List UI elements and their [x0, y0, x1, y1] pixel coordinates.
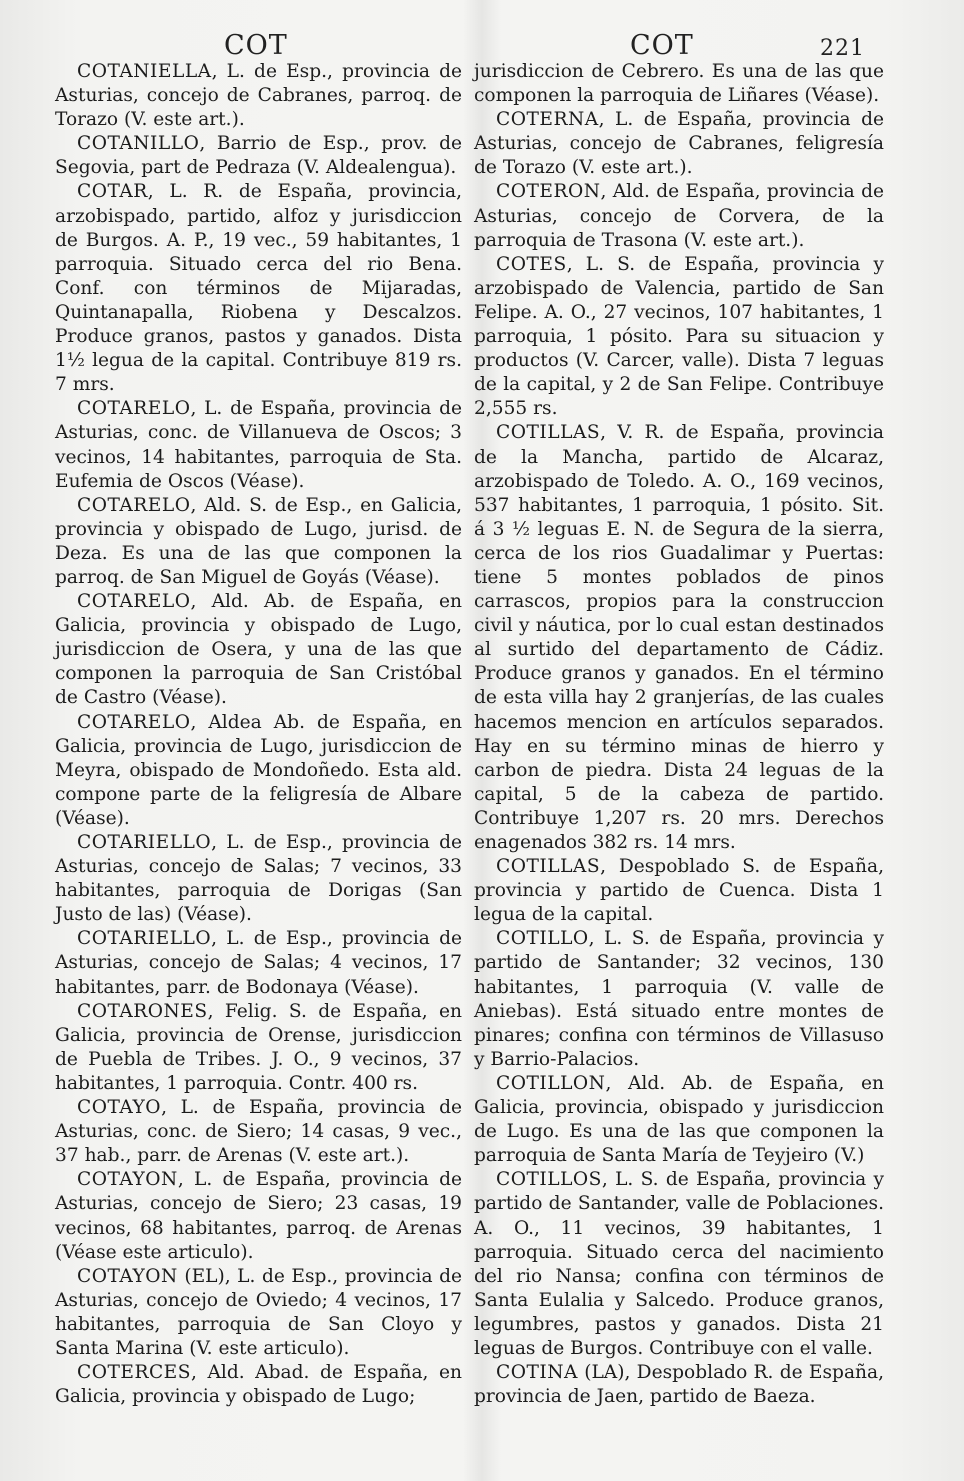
entry-headword: COTILLON	[496, 1072, 606, 1094]
dictionary-entry	[55, 831, 462, 927]
entry-text: , Ald. Ab. de España, en Galicia, provincia, obispado y jurisdiccion de Lugo. Es una de las que componen la parroquia de Santa María de Teyjeiro (V.)	[474, 1072, 884, 1167]
entry-headword: COTAR	[77, 181, 148, 203]
entry-headword: COTARELO	[77, 494, 191, 516]
entry-headword: COTARELO	[77, 591, 191, 613]
dictionary-entry	[55, 180, 462, 397]
entry-headword: COTILLAS	[496, 422, 601, 444]
dictionary-entry	[474, 1168, 884, 1361]
entry-headword: COTERCES	[77, 1362, 191, 1384]
entry-text: , Despoblado S. de España, provincia y partido de Cuenca. Dista 1 legua de la capital.	[474, 856, 884, 926]
dictionary-entry	[474, 60, 884, 108]
entry-headword: COTILLAS	[496, 856, 601, 878]
dictionary-entry	[55, 397, 462, 493]
entry-text: , L. S. de España, provincia y arzobispado de Valencia, partido de San Felipe. A. O., 27 vecinos, 107 habitantes, 1 parroquia, 1 pósito. Para su situacion y productos (V. Carcer, valle). Dista 7 leguas de la capital, y 2 de San Felipe. Contribuye 2,555 rs.	[474, 253, 884, 420]
dictionary-entry	[474, 1361, 884, 1409]
entry-headword: COTARONES	[77, 1000, 208, 1022]
running-head-left: COT	[224, 30, 288, 61]
entry-headword: COTAYO	[77, 1097, 162, 1119]
entry-headword: COTES	[496, 253, 567, 275]
entry-headword: COTILLOS	[496, 1169, 602, 1191]
dictionary-entry	[55, 494, 462, 590]
entry-text: , L. de España, provincia de Asturias, conc. de Siero; 14 casas, 9 vec., 37 hab., parr. de Arenas (V. este art.).	[55, 1097, 462, 1167]
dictionary-entry	[55, 1168, 462, 1264]
entry-text: , Ald. Ab. de España, en Galicia, provincia y obispado de Lugo, jurisdiccion de Osera, y una de las que componen la parroquia de San Cristóbal de Castro (Véase).	[55, 591, 462, 709]
dictionary-entry	[474, 421, 884, 855]
entry-text: (LA), Despoblado R. de España, provincia de Jaen, partido de Baeza.	[474, 1362, 884, 1408]
running-head-right: COT	[630, 30, 694, 61]
entry-text: , L. de España, provincia de Asturias, concejo de Siero; 23 casas, 19 vecinos, 68 habitantes, parroq. de Arenas (Véase este articulo).	[55, 1169, 462, 1263]
entry-text: , Ald. S. de Esp., en Galicia, provincia y obispado de Lugo, jurisd. de Deza. Es una de las que componen la parroq. de San Miguel de Goyás (Véase).	[55, 494, 462, 588]
entry-text: , L. de España, provincia de Asturias, conc. de Villanueva de Oscos; 3 vecinos, 14 habitantes, parroquia de Sta. Eufemia de Oscos (Véase).	[55, 398, 462, 492]
page-number: 221	[820, 36, 865, 61]
entry-headword: COTANILLO	[77, 133, 200, 155]
entry-headword: COTINA	[496, 1362, 578, 1384]
dictionary-entry	[474, 1072, 884, 1168]
entry-headword: COTAYON	[77, 1169, 178, 1191]
dictionary-entry	[55, 1361, 462, 1409]
dictionary-entry	[55, 132, 462, 180]
entry-headword: COTARELO	[77, 711, 191, 733]
entry-text: (EL), L. de Esp., provincia de Asturias, concejo de Oviedo; 4 vecinos, 17 habitantes, parroquia de San Cloyo y Santa Marina (V. este articulo).	[55, 1265, 462, 1359]
entry-text: , L. de Esp., provincia de Asturias, concejo de Salas; 7 vecinos, 33 habitantes, parroquia de Dorigas (San Justo de las) (Véase).	[55, 832, 462, 926]
entry-text: , V. R. de España, provincia de la Mancha, partido de Alcaraz, arzobispado de Toledo. A. O., 169 vecinos, 537 habitantes, 1 parroquia, 1 pósito. Sit. á 3 ½ leguas E. N. de Segura de la sierra, cerca de los rios Guadalimar y Puertas: tiene 5 montes poblados de pinos carrascos, propios para la construccion civil y náutica, por lo cual estan destinados al surtido del departamento de Cádiz. Produce granos y ganados. En el término de esta villa hay 2 granjerías, de las cuales hacemos mencion en artículos separados. Hay en su término minas de hierro y carbon de piedra. Dista 24 leguas de la capital, 5 de la cabeza de partido. Contribuye 1,207 rs. 20 mrs. Derechos enagenados 382 rs. 14 mrs.	[474, 422, 884, 853]
entry-text: , L. de Esp., provincia de Asturias, concejo de Salas; 4 vecinos, 17 habitantes, parr. de Bodonaya (Véase).	[55, 928, 462, 998]
dictionary-entry	[474, 855, 884, 927]
dictionary-entry	[55, 1265, 462, 1361]
entry-headword: COTARELO	[77, 398, 191, 420]
entry-headword: COTILLO	[496, 928, 589, 950]
entry-text: jurisdiccion de Cebrero. Es una de las que componen la parroquia de Liñares (Véase).	[474, 61, 884, 107]
dictionary-entry	[55, 927, 462, 999]
right-column	[474, 60, 884, 1409]
entry-headword: COTARIELLO	[77, 832, 212, 853]
entry-text: , Aldea Ab. de España, en Galicia, provincia de Lugo, jurisdiccion de Meyra, obispado de Mondoñedo. Esta ald. compone parte de la feligresía de Albare (Véase).	[55, 711, 462, 829]
entry-text: , L. S. de España, provincia y partido de Santander, valle de Poblaciones. A. O., 11 vecinos, 39 habitantes, 1 parroquia. Situado cerca del nacimiento del rio Nansa; confina con términos de Santa Eulalia y Salcedo. Produce granos, legumbres, pastos y ganados. Dista 21 leguas de Burgos. Contribuye con el valle.	[474, 1169, 884, 1359]
entry-text: , Ald. de España, provincia de Asturias, concejo de Corvera, de la parroquia de Trasona (V. este art.).	[474, 181, 884, 251]
entry-text: , L. de España, provincia de Asturias, concejo de Cabranes, feligresía de Torazo (V. este art.).	[474, 109, 884, 179]
entry-headword: COTERNA	[496, 109, 599, 131]
entry-headword: COTERON	[496, 181, 601, 203]
entry-text: , Felig. S. de España, en Galicia, provincia de Orense, jurisdiccion de Puebla de Tribes. J. O., 9 vecinos, 37 habitantes, 1 parroquia. Contr. 400 rs.	[55, 1000, 462, 1094]
dictionary-entry	[474, 108, 884, 180]
dictionary-entry	[474, 927, 884, 1072]
dictionary-entry	[55, 1000, 462, 1096]
entry-headword: COTANIELLA	[77, 61, 212, 82]
entry-text: , L. S. de España, provincia y partido de Santander; 32 vecinos, 130 habitantes, 1 parroquia (V. valle de Aniebas). Está situado entre montes de pinares; confina con términos de Villasuso y Barrio-Palacios.	[474, 928, 884, 1070]
dictionary-entry	[474, 253, 884, 422]
entry-text: , Barrio de Esp., prov. de Segovia, part de Pedraza (V. Aldealengua).	[55, 133, 462, 179]
entry-text: , L. de Esp., provincia de Asturias, concejo de Cabranes, parroq. de Torazo (V. este art.).	[55, 61, 462, 131]
entry-text: , L. R. de España, provincia, arzobispado, partido, alfoz y jurisdiccion de Burgos. A. P., 19 vec., 59 habitantes, 1 parroquia. Situado cerca del rio Bena. Conf. con términos de Mijaradas, Quintanapalla, Riobena y Descalzos. Produce granos, pastos y ganados. Dista 1½ legua de la capital. Contribuye 819 rs. 7 mrs.	[55, 181, 462, 396]
dictionary-entry	[55, 711, 462, 831]
entry-headword: COTAYON	[77, 1265, 178, 1287]
dictionary-entry	[55, 590, 462, 710]
entry-headword: COTARIELLO	[77, 928, 212, 950]
dictionary-entry	[55, 60, 462, 132]
dictionary-entry	[55, 1096, 462, 1168]
entry-text: , Ald. Abad. de España, en Galicia, provincia y obispado de Lugo;	[55, 1362, 462, 1408]
left-column	[55, 60, 462, 1409]
dictionary-entry	[474, 180, 884, 252]
